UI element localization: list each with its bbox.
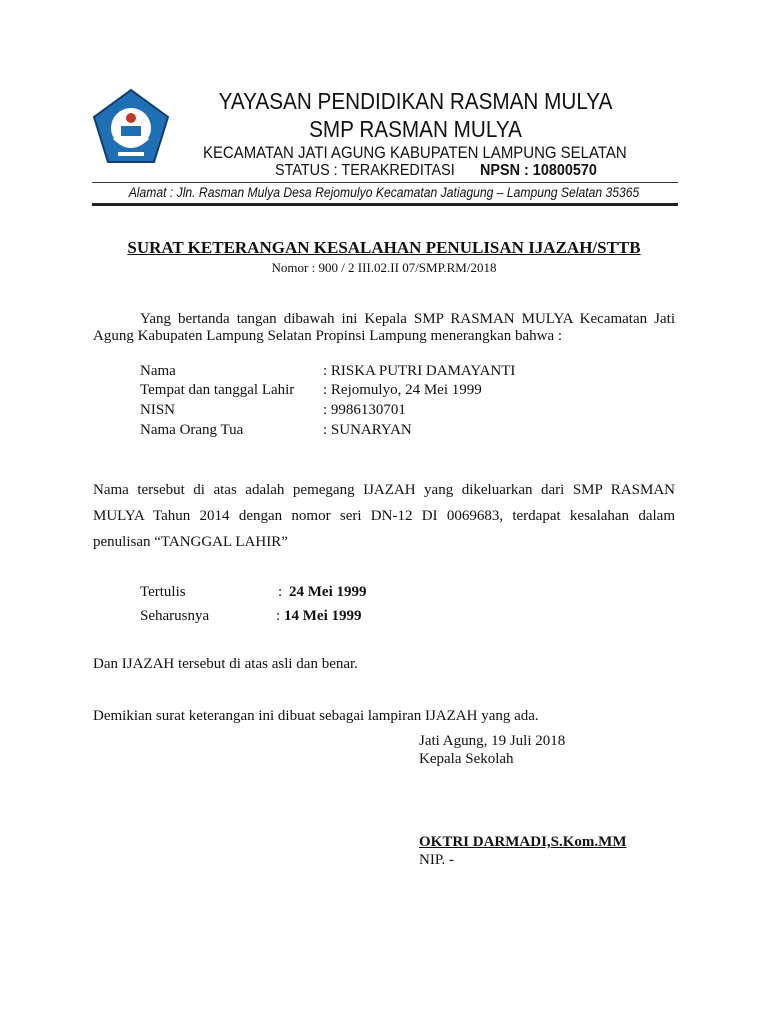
intro-line-2: Agung Kabupaten Lampung Selatan Propinsi Lampung menerangkan bahwa : bbox=[93, 328, 563, 344]
field-value-name: : RISKA PUTRI DAMAYANTI bbox=[323, 363, 516, 379]
correct-value: 14 Mei 1999 bbox=[284, 608, 362, 624]
field-value-birth: : Rejomulyo, 24 Mei 1999 bbox=[323, 382, 482, 398]
header-rule-thin bbox=[92, 182, 678, 183]
correct-label: Seharusnya bbox=[140, 608, 210, 624]
field-label-nisn: NISN bbox=[140, 402, 176, 418]
npsn: NPSN : 10800570 bbox=[480, 162, 597, 179]
written-value: 24 Mei 1999 bbox=[289, 584, 367, 600]
school-name: SMP RASMAN MULYA bbox=[309, 116, 522, 142]
intro-line-1: Yang bertanda tangan dibawah ini Kepala SMP RASMAN MULYA Kecamatan Jati bbox=[140, 311, 675, 327]
field-value-parent: : SUNARYAN bbox=[323, 422, 412, 438]
written-label: Tertulis bbox=[140, 584, 186, 600]
closing: Demikian surat keterangan ini dibuat sebagai lampiran IJAZAH yang ada. bbox=[93, 708, 539, 724]
field-label-birth: Tempat dan tanggal Lahir bbox=[140, 382, 295, 398]
letter-title: SURAT KETERANGAN KESALAHAN PENULISAN IJAZAH/STTB bbox=[127, 238, 641, 257]
letter-number: Nomor : 900 / 2 III.02.II 07/SMP.RM/2018 bbox=[271, 260, 497, 275]
place-date: Jati Agung, 19 Juli 2018 bbox=[419, 733, 566, 749]
statement: Dan IJAZAH tersebut di atas asli dan benar. bbox=[93, 656, 358, 672]
school-region: KECAMATAN JATI AGUNG KABUPATEN LAMPUNG SELATAN bbox=[202, 143, 627, 162]
field-value-nisn: : 9986130701 bbox=[323, 402, 406, 418]
signatory-position: Kepala Sekolah bbox=[419, 751, 514, 767]
school-address: Alamat : Jln. Rasman Mulya Desa Rejomulyo Kecamatan Jatiagung – Lampung Selatan 35365 bbox=[128, 185, 640, 200]
body-line-3: penulisan “TANGGAL LAHIR” bbox=[93, 534, 288, 550]
field-label-parent: Nama Orang Tua bbox=[140, 422, 244, 438]
field-label-name: Nama bbox=[140, 363, 176, 379]
signatory-name: OKTRI DARMADI,S.Kom.MM bbox=[419, 834, 627, 850]
written-colon: : bbox=[278, 584, 283, 600]
accreditation-status: STATUS : TERAKREDITASI bbox=[275, 162, 455, 179]
body-line-1: Nama tersebut di atas adalah pemegang IJAZAH yang dikeluarkan dari SMP RASMAN bbox=[93, 482, 675, 498]
signatory-nip: NIP. - bbox=[419, 852, 455, 868]
body-line-2: MULYA Tahun 2014 dengan nomor seri DN-12 DI 0069683, terdapat kesalahan dalam bbox=[93, 508, 675, 524]
foundation-name: YAYASAN PENDIDIKAN RASMAN MULYA bbox=[218, 88, 613, 114]
header-rule-thick bbox=[92, 203, 678, 206]
correct-colon: : bbox=[276, 608, 281, 624]
